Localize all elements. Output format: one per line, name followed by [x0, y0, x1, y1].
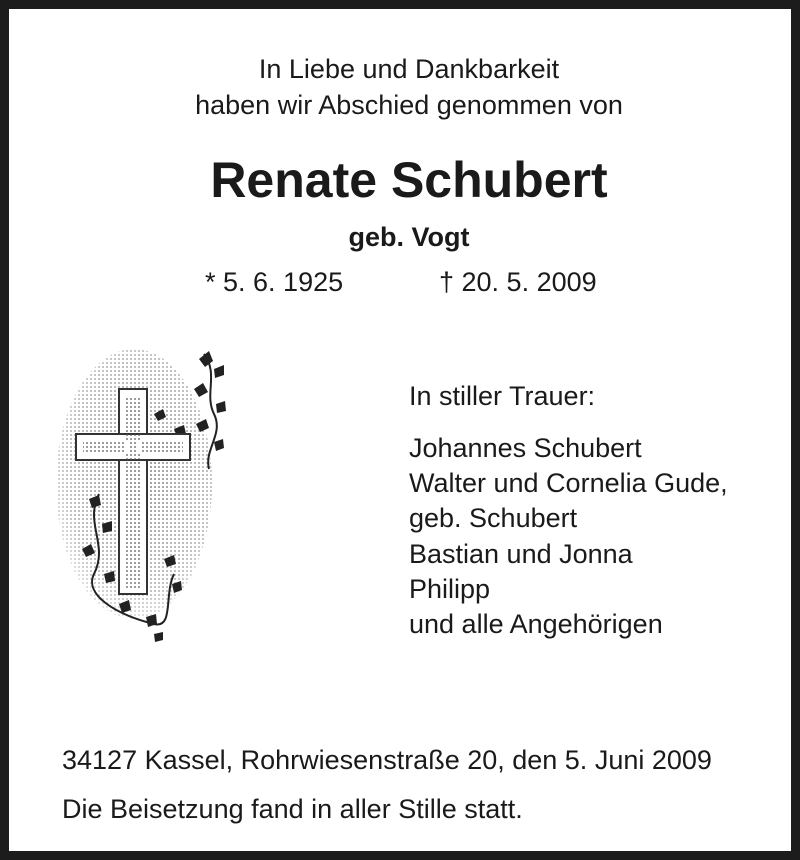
maiden-name: geb. Vogt — [348, 222, 470, 252]
mourners-heading: In stiller Trauer: — [409, 381, 596, 411]
mourner-line: Bastian und Jonna — [409, 539, 633, 569]
intro-line-2: haben wir Abschied genommen von — [195, 90, 623, 120]
mourner-line: und alle Angehörigen — [409, 609, 663, 639]
mourner-line: Philipp — [409, 574, 491, 604]
birth-date: * 5. 6. 1925 — [205, 267, 344, 297]
intro-line-1: In Liebe und Dankbarkeit — [258, 54, 560, 84]
address-line: 34127 Kassel, Rohrwiesenstraße 20, den 5. Juni 2009 — [62, 745, 712, 775]
deceased-name: Renate Schubert — [210, 152, 608, 208]
burial-note: Die Beisetzung fand in aller Stille statt. — [62, 794, 523, 824]
mourner-line: geb. Schubert — [409, 503, 578, 533]
mourner-line: Johannes Schubert — [409, 433, 642, 463]
mourner-line: Walter und Cornelia Gude, — [409, 468, 728, 498]
cross-with-ivy-icon — [54, 334, 244, 644]
death-date: † 20. 5. 2009 — [439, 267, 597, 297]
